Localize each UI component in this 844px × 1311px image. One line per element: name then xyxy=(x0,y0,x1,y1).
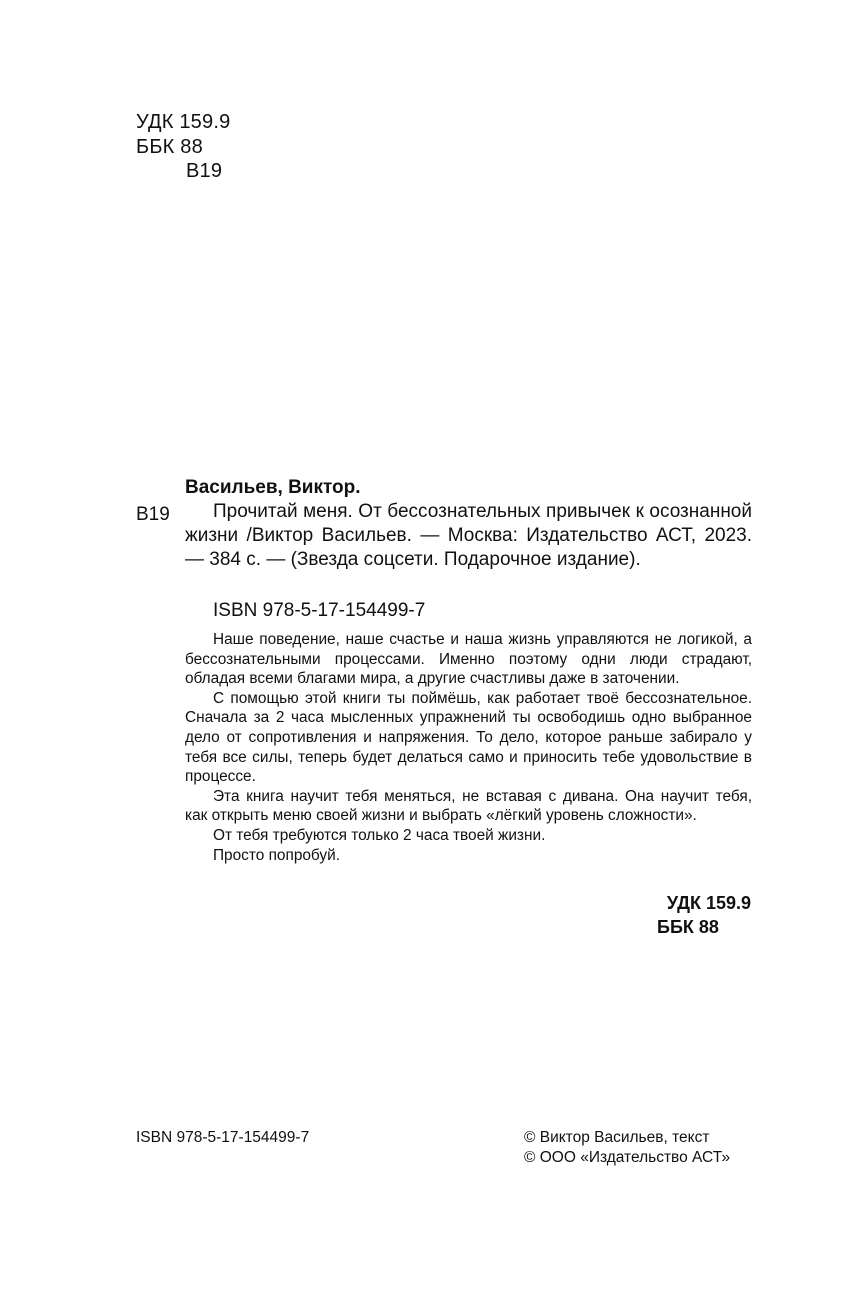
annotation-paragraph: Эта книга научит тебя меняться, не вставая с дивана. Она научит тебя, как открыть меню своей жизни и выбрать «лёгкий уровень сложности». xyxy=(185,787,752,825)
author-heading: Васильев, Виктор. xyxy=(185,477,361,498)
udk-code-top: УДК 159.9 xyxy=(136,111,231,133)
annotation xyxy=(185,630,752,865)
isbn-footer: ISBN 978-5-17-154499-7 xyxy=(136,1129,310,1146)
udk-code-bottom: УДК 159.9 xyxy=(666,893,751,913)
bibliographic-description: Прочитай меня. От бессознательных привычек к осознанной жизни /Виктор Васильев. — Москва: Издательство АСТ, 2023. — 384 с. — (Звезда соцсети. Подарочное издание). xyxy=(185,501,752,570)
bbk-code-top: ББК 88 xyxy=(136,136,203,158)
bbk-code-bottom: ББК 88 xyxy=(657,917,719,937)
annotation-paragraph: С помощью этой книги ты поймёшь, как работает твоё бессознательное. Сначала за 2 часа мысленных упражнений ты освободишь одно выбранное дело от сопротивления и напряжения. То дело, которое раньше забирало у тебя все силы, теперь будет делаться само и приносить тебе удовольствие в процессе. xyxy=(185,689,752,786)
copyright-notices xyxy=(524,1128,730,1168)
copyright-publisher: © ООО «Издательство АСТ» xyxy=(524,1149,731,1166)
annotation-paragraph: Наше поведение, наше счастье и наша жизнь управляются не логикой, а бессознательными процессами. Именно поэтому одни люди страдают, обладая всеми благами мира, а другие счастливы даже в заточении. xyxy=(185,631,752,688)
author-mark-side: В19 xyxy=(136,504,170,525)
annotation-paragraph: Просто попробуй. xyxy=(213,846,340,864)
isbn-record: ISBN 978-5-17-154499-7 xyxy=(213,600,426,621)
author-mark-top: В19 xyxy=(186,160,223,182)
copyright-author: © Виктор Васильев, текст xyxy=(524,1129,710,1146)
annotation-paragraph: От тебя требуются только 2 часа твоей жизни. xyxy=(213,826,546,844)
